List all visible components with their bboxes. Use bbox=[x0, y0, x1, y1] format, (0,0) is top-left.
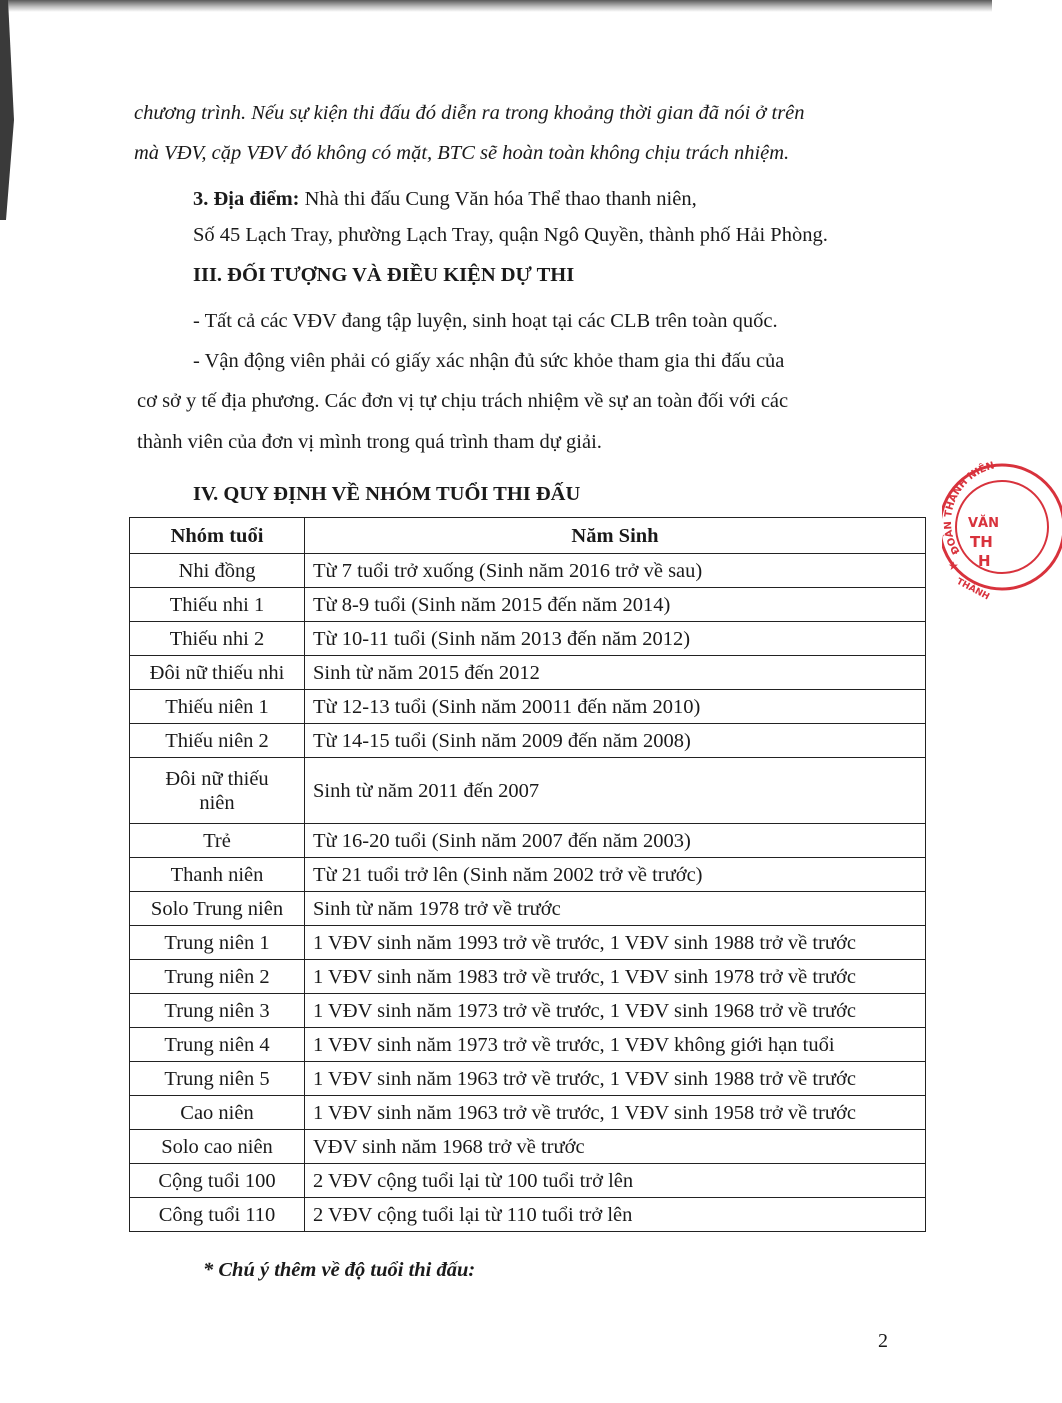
age-group-cell: Trung niên 4 bbox=[130, 1028, 305, 1062]
birth-year-cell: 1 VĐV sinh năm 1973 trở về trước, 1 VĐV không giới hạn tuổi bbox=[305, 1028, 926, 1062]
section-3-item-1: - Tất cả các VĐV đang tập luyện, sinh hoạt tại các CLB trên toàn quốc. bbox=[193, 310, 778, 332]
age-group-cell: Đôi nữ thiếu nhi bbox=[130, 656, 305, 690]
scan-left-shadow bbox=[0, 0, 22, 220]
age-group-cell: Trung niên 3 bbox=[130, 994, 305, 1028]
age-group-cell: Trung niên 1 bbox=[130, 926, 305, 960]
age-group-cell: Thiếu niên 1 bbox=[130, 690, 305, 724]
section-4-title: IV. QUY ĐỊNH VỀ NHÓM TUỔI THI ĐẤU bbox=[193, 483, 581, 505]
table-row bbox=[130, 824, 926, 858]
table-row bbox=[130, 588, 926, 622]
birth-year-cell: Sinh từ năm 1978 trở về trước bbox=[305, 892, 926, 926]
section-3-item-2-line-3: thành viên của đơn vị mình trong quá trình tham dự giải. bbox=[137, 431, 602, 453]
organization-stamp bbox=[942, 452, 1062, 602]
table-header-row bbox=[130, 518, 926, 554]
age-group-table bbox=[129, 517, 926, 1232]
age-group-cell: Thiếu nhi 2 bbox=[130, 622, 305, 656]
birth-year-cell: Sinh từ năm 2015 đến 2012 bbox=[305, 656, 926, 690]
table-row bbox=[130, 858, 926, 892]
age-group-cell: Trẻ bbox=[130, 824, 305, 858]
venue-line-1 bbox=[193, 185, 697, 213]
table-row bbox=[130, 926, 926, 960]
table-row bbox=[130, 724, 926, 758]
birth-year-cell: 2 VĐV cộng tuổi lại từ 110 tuổi trở lên bbox=[305, 1198, 926, 1232]
table-row bbox=[130, 554, 926, 588]
age-group-cell: Solo cao niên bbox=[130, 1130, 305, 1164]
stamp-bottom-text: THÀNH bbox=[954, 576, 991, 602]
table-row bbox=[130, 1130, 926, 1164]
table-row bbox=[130, 656, 926, 690]
page-number: 2 bbox=[878, 1330, 888, 1352]
birth-year-cell: Từ 21 tuổi trở lên (Sinh năm 2002 trở về trước) bbox=[305, 858, 926, 892]
table-row bbox=[130, 1164, 926, 1198]
table-row bbox=[130, 960, 926, 994]
table-row bbox=[130, 758, 926, 824]
birth-year-cell: 1 VĐV sinh năm 1993 trở về trước, 1 VĐV sinh 1988 trở về trước bbox=[305, 926, 926, 960]
table-row bbox=[130, 1198, 926, 1232]
birth-year-cell: 1 VĐV sinh năm 1963 trở về trước, 1 VĐV sinh 1988 trở về trước bbox=[305, 1062, 926, 1096]
section-3-item-2-line-1: - Vận động viên phải có giấy xác nhận đủ sức khỏe tham gia thi đấu của bbox=[193, 350, 785, 372]
venue-text: Nhà thi đấu Cung Văn hóa Thể thao thanh niên, bbox=[304, 188, 697, 210]
stamp-star-icon: ★ bbox=[948, 559, 959, 573]
stamp-center-line-3: H bbox=[978, 552, 991, 570]
birth-year-cell: Sinh từ năm 2011 đến 2007 bbox=[305, 758, 926, 824]
table-row bbox=[130, 892, 926, 926]
venue-label: 3. Địa điểm: bbox=[193, 188, 300, 210]
age-group-cell: Cao niên bbox=[130, 1096, 305, 1130]
section-3-item-2-line-2: cơ sở y tế địa phương. Các đơn vị tự chịu trách nhiệm về sự an toàn đối với các bbox=[137, 390, 789, 412]
table-row bbox=[130, 1062, 926, 1096]
age-group-cell: Solo Trung niên bbox=[130, 892, 305, 926]
header-birth-year: Năm Sinh bbox=[305, 518, 926, 554]
birth-year-cell: Từ 8-9 tuổi (Sinh năm 2015 đến năm 2014) bbox=[305, 588, 926, 622]
birth-year-cell: Từ 10-11 tuổi (Sinh năm 2013 đến năm 2012) bbox=[305, 622, 926, 656]
paragraph-line-2: mà VĐV, cặp VĐV đó không có mặt, BTC sẽ hoàn toàn không chịu trách nhiệm. bbox=[134, 142, 790, 164]
birth-year-cell: Từ 16-20 tuổi (Sinh năm 2007 đến năm 2003) bbox=[305, 824, 926, 858]
table-row bbox=[130, 1096, 926, 1130]
paragraph-line-1: chương trình. Nếu sự kiện thi đấu đó diễn ra trong khoảng thời gian đã nói ở trên bbox=[134, 102, 805, 124]
age-note: * Chú ý thêm về độ tuổi thi đấu: bbox=[203, 1259, 476, 1281]
age-group-cell: Đôi nữ thiếu niên bbox=[130, 758, 305, 824]
age-group-cell: Trung niên 5 bbox=[130, 1062, 305, 1096]
age-group-cell: Cộng tuổi 100 bbox=[130, 1164, 305, 1198]
age-group-cell: Thiếu nhi 1 bbox=[130, 588, 305, 622]
venue-line-2: Số 45 Lạch Tray, phường Lạch Tray, quận Ngô Quyền, thành phố Hải Phòng. bbox=[193, 224, 828, 246]
birth-year-cell: Từ 12-13 tuổi (Sinh năm 20011 đến năm 2010) bbox=[305, 690, 926, 724]
table-row bbox=[130, 690, 926, 724]
header-age-group: Nhóm tuổi bbox=[130, 518, 305, 554]
stamp-center-line-2: TH bbox=[970, 533, 993, 551]
birth-year-cell: 2 VĐV cộng tuổi lại từ 100 tuổi trở lên bbox=[305, 1164, 926, 1198]
age-group-cell: Trung niên 2 bbox=[130, 960, 305, 994]
age-group-cell: Thanh niên bbox=[130, 858, 305, 892]
table-row bbox=[130, 622, 926, 656]
birth-year-cell: VĐV sinh năm 1968 trở về trước bbox=[305, 1130, 926, 1164]
stamp-ring-text: ĐOÀN THANH NIÊN bbox=[942, 460, 996, 556]
table-row bbox=[130, 994, 926, 1028]
birth-year-cell: 1 VĐV sinh năm 1963 trở về trước, 1 VĐV sinh 1958 trở về trước bbox=[305, 1096, 926, 1130]
age-group-cell: Thiếu niên 2 bbox=[130, 724, 305, 758]
birth-year-cell: Từ 14-15 tuổi (Sinh năm 2009 đến năm 2008) bbox=[305, 724, 926, 758]
section-3-title: III. ĐỐI TƯỢNG VÀ ĐIỀU KIỆN DỰ THI bbox=[193, 264, 575, 286]
birth-year-cell: Từ 7 tuổi trở xuống (Sinh năm 2016 trở về sau) bbox=[305, 554, 926, 588]
stamp-center-line-1: VĂN bbox=[968, 516, 1000, 531]
birth-year-cell: 1 VĐV sinh năm 1983 trở về trước, 1 VĐV sinh 1978 trở về trước bbox=[305, 960, 926, 994]
birth-year-cell: 1 VĐV sinh năm 1973 trở về trước, 1 VĐV sinh 1968 trở về trước bbox=[305, 994, 926, 1028]
age-group-cell: Công tuổi 110 bbox=[130, 1198, 305, 1232]
age-group-cell: Nhi đồng bbox=[130, 554, 305, 588]
scan-top-edge bbox=[0, 0, 992, 12]
table-row bbox=[130, 1028, 926, 1062]
